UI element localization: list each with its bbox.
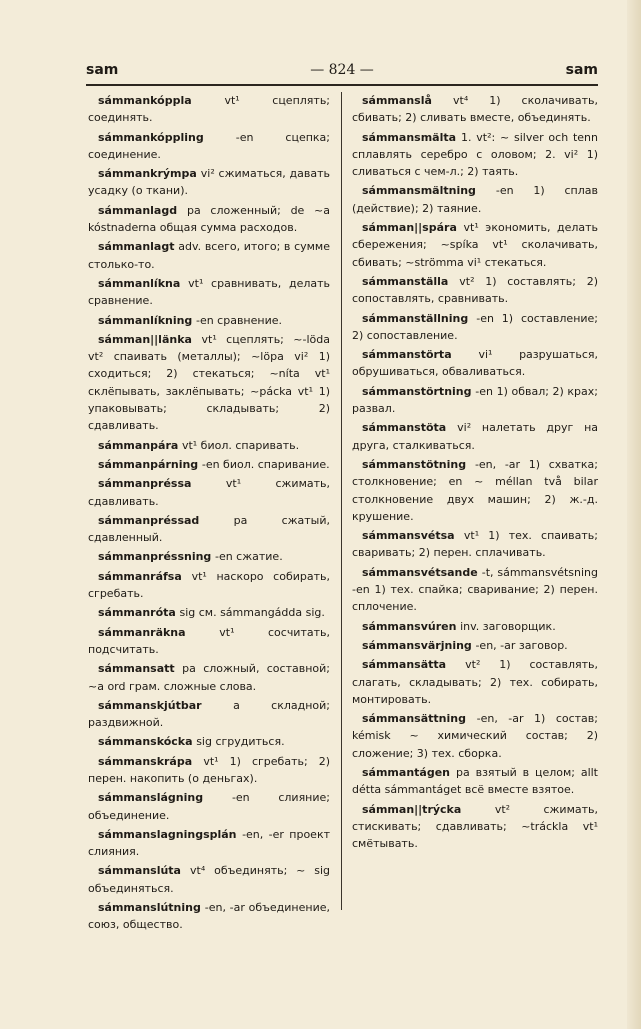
dictionary-entry xyxy=(88,899,330,934)
entry-definition: -t, sámmansvétsning -en 1) тех. спайка; сваривание; 2) перен. сплочение. xyxy=(352,565,598,614)
dictionary-entry xyxy=(88,697,330,732)
entry-headword: sámmanstötning xyxy=(362,457,467,471)
entry-definition: vt⁴ объединять; ~ sig объединяться. xyxy=(88,864,330,895)
paper-edge xyxy=(627,0,641,1029)
entry-headword: sámmanpárning xyxy=(98,457,199,471)
entry-definition: vi² сжиматься, давать усадку (о ткани). xyxy=(88,167,330,198)
column-divider xyxy=(341,92,342,910)
entry-definition: vt¹ 1) сгребать; 2) перен. накопить (о деньгах). xyxy=(88,754,330,785)
dictionary-entry xyxy=(88,753,330,788)
dictionary-entry xyxy=(352,710,598,762)
entry-headword: sámmanskrápa xyxy=(98,754,193,768)
entry-headword: sámman||trýcka xyxy=(362,802,462,816)
entry-definition: vt¹ сцеплять; ~-löda vt² спаивать (металлы); ~löpa vi² 1) сходиться; 2) стекаться; ~níta vt¹ склёпывать, заклёпывать; ~pácka vt¹ 1) упаковывать; складывать; 2) сдавливать. xyxy=(88,332,330,433)
entry-headword: sámmansättning xyxy=(362,712,466,726)
entry-definition: pa сжатый, сдавленный. xyxy=(88,513,330,545)
dictionary-entry xyxy=(88,312,330,329)
entry-definition: -en, -er проект слияния. xyxy=(88,827,331,859)
entry-definition: vt¹ 1) тех. спаивать; сваривать; 2) перен. сплачивать. xyxy=(352,529,598,560)
entry-headword: sámmanlagt xyxy=(98,240,175,254)
entry-definition: sig см. sámmangádda sig. xyxy=(179,606,325,620)
entry-headword: sámmankóppla xyxy=(98,94,192,107)
entry-headword: sámmanslúta xyxy=(98,864,181,878)
entry-definition: a складной; раздвижной. xyxy=(88,698,330,730)
dictionary-entry xyxy=(88,604,330,621)
dictionary-entry xyxy=(88,331,330,435)
entry-definition: pa сложенный; de ~a kóstnaderna общая сумма расходов. xyxy=(88,203,330,235)
entry-headword: sámmansvúren xyxy=(362,619,457,633)
entry-definition: vt¹ сжимать, сдавливать. xyxy=(88,477,331,508)
entry-definition: -en 1) сплав (действие); 2) таяние. xyxy=(352,184,598,215)
entry-definition: -en 1) обвал; 2) крах; развал. xyxy=(352,384,599,416)
entry-definition: vt¹ сосчитать, подсчитать. xyxy=(88,625,330,656)
entry-headword: sámmanskócka xyxy=(98,735,193,749)
dictionary-entry xyxy=(352,527,598,562)
entry-definition: vt¹ сцеплять; соединять. xyxy=(88,94,331,125)
entry-definition: vt² 1) составлять; 2) сопоставлять, сравнивать. xyxy=(352,274,598,306)
entry-headword: sámmanráfsa xyxy=(98,569,182,583)
entry-headword: sámmanpréssa xyxy=(98,477,192,491)
entry-headword: sámmanskjútbar xyxy=(98,698,202,712)
entry-definition: -en, -ar объединение, союз, общество. xyxy=(88,901,330,932)
header-right-guide-word: sam xyxy=(565,62,598,78)
entry-headword: sámmanslagningsplán xyxy=(98,827,237,841)
entry-headword: sámmansvétsa xyxy=(362,529,455,543)
dictionary-entry xyxy=(352,564,598,616)
dictionary-entry xyxy=(352,383,598,418)
entry-definition: -en слияние; объединение. xyxy=(88,791,330,822)
entry-headword: sámmanlagd xyxy=(98,203,178,217)
entry-definition: vt² сжимать, стискивать; сдавливать; ~tráckla vt¹ смётывать. xyxy=(352,802,598,851)
dictionary-entry xyxy=(352,419,598,454)
dictionary-entry xyxy=(352,764,598,799)
entry-definition: vt⁴ 1) сколачивать, сбивать; 2) сливать вместе, объединять. xyxy=(352,94,599,125)
right-column xyxy=(352,92,598,962)
entry-headword: sámmanställning xyxy=(362,311,469,325)
entry-headword: sámmanlíkning xyxy=(98,313,193,327)
dictionary-entry xyxy=(88,568,330,603)
entry-headword: sámmansatt xyxy=(98,662,175,676)
dictionary-entry xyxy=(352,637,598,654)
entry-definition: -en сжатие. xyxy=(214,550,283,564)
dictionary-entry xyxy=(88,512,330,547)
entry-headword: sámmanstöta xyxy=(362,421,447,435)
entry-definition: vi¹ разрушаться, обрушиваться, обваливаться. xyxy=(352,348,598,379)
entry-headword: sámmanslútning xyxy=(98,901,201,915)
entry-definition: pa взятый в целом; allt détta sámmantáget всё вместе взятое. xyxy=(352,765,598,797)
entry-definition: vt¹ биол. спаривать. xyxy=(181,438,300,452)
page-header xyxy=(86,60,598,82)
entry-headword: sámmanslágning xyxy=(98,791,204,805)
dictionary-entry xyxy=(352,182,598,217)
entry-definition: vt¹ сравнивать, делать сравнение. xyxy=(88,276,330,308)
dictionary-entry xyxy=(352,346,598,381)
entry-headword: sámmansvärjning xyxy=(362,638,472,652)
entry-headword: sámmanstörtning xyxy=(362,384,472,398)
entry-definition: -en сравнение. xyxy=(195,313,282,327)
entry-definition: inv. заговорщик. xyxy=(460,619,556,633)
entry-definition: vt¹ наскоро собирать, сгребать. xyxy=(88,569,330,601)
header-left-guide-word: sam xyxy=(86,62,119,78)
dictionary-entry xyxy=(88,826,330,861)
dictionary-entry xyxy=(352,310,598,345)
page-number: — 824 — xyxy=(310,62,374,78)
dictionary-entry xyxy=(88,660,330,695)
dictionary-entry xyxy=(352,129,598,181)
dictionary-entry xyxy=(88,238,330,273)
entry-definition: adv. всего, итого; в сумме столько-то. xyxy=(88,240,330,271)
dictionary-entry xyxy=(352,456,598,525)
dictionary-entry xyxy=(88,733,330,750)
left-column xyxy=(88,92,330,962)
entry-headword: sámman||spára xyxy=(362,221,457,235)
entry-headword: sámmankrýmpa xyxy=(98,167,197,181)
entry-definition: 1. vt²: ~ silver och tenn сплавлять серебро с оловом; 2. vi² 1) сливаться с чем-л.; 2) таять. xyxy=(352,130,598,179)
dictionary-entry xyxy=(352,219,598,271)
dictionary-entry xyxy=(88,202,330,237)
entry-headword: sámmanróta xyxy=(98,606,176,620)
entry-headword: sámmanlíkna xyxy=(98,276,181,290)
dictionary-entry xyxy=(352,273,598,308)
dictionary-entry xyxy=(352,618,598,635)
entry-headword: sámmansmältning xyxy=(362,184,476,198)
entry-definition: sig сгрудиться. xyxy=(196,735,285,749)
entry-headword: sámmanstörta xyxy=(362,348,452,362)
dictionary-entry xyxy=(88,129,330,164)
dictionary-entry xyxy=(88,456,330,473)
entry-definition: -en сцепка; соединение. xyxy=(88,130,330,161)
entry-headword: sámmanslå xyxy=(362,94,432,107)
dictionary-entry xyxy=(88,275,330,310)
dictionary-entry xyxy=(88,165,330,200)
entry-headword: sámmansvétsande xyxy=(362,565,478,579)
entry-headword: sámmankóppling xyxy=(98,130,204,144)
entry-definition: -en, -ar заговор. xyxy=(475,638,568,652)
dictionary-entry xyxy=(88,862,330,897)
dictionary-entry xyxy=(88,92,330,127)
entry-headword: sámmanpréssad xyxy=(98,513,200,527)
entry-definition: -en биол. спаривание. xyxy=(201,457,330,471)
entry-headword: sámmansmälta xyxy=(362,130,457,144)
dictionary-entry xyxy=(88,548,330,565)
entry-definition: pa сложный, составной; ~a ord грам. сложные слова. xyxy=(88,662,330,693)
entry-definition: -en 1) составление; 2) сопоставление. xyxy=(352,311,599,342)
entry-headword: sámmanpára xyxy=(98,438,179,452)
dictionary-entry xyxy=(352,92,598,127)
entry-definition: vt² 1) составлять, слагать, складывать; 2) тех. собирать, монтировать. xyxy=(352,658,598,706)
entry-headword: sámmansätta xyxy=(362,658,447,672)
entry-headword: sámmanpréssning xyxy=(98,550,212,564)
dictionary-entry xyxy=(88,475,330,510)
entry-definition: vt¹ экономить, делать сбережения; ~spíka vt¹ сколачивать, сбивать; ~strömma vi¹ стекаться. xyxy=(352,221,598,269)
entry-headword: sámmantágen xyxy=(362,765,450,779)
entry-definition: -en, -ar 1) схватка; столкновение; en ~ méllan två bilar столкновение двух машин; 2) ж.-д. крушение. xyxy=(352,457,599,523)
dictionary-entry xyxy=(88,437,330,454)
dictionary-entry xyxy=(88,624,330,659)
entry-headword: sámman||länka xyxy=(98,332,192,346)
entry-definition: vi² налетать друг на друга, сталкиваться. xyxy=(352,421,599,452)
entry-definition: -en, -ar 1) состав; kémisk ~ химический состав; 2) сложение; 3) тех. сборка. xyxy=(352,712,598,760)
dictionary-entry xyxy=(352,801,598,853)
header-rule xyxy=(86,84,598,86)
dictionary-entry xyxy=(352,656,598,708)
dictionary-entry xyxy=(88,789,330,824)
entry-headword: sámmanställa xyxy=(362,274,449,288)
entry-headword: sámmanräkna xyxy=(98,625,186,639)
